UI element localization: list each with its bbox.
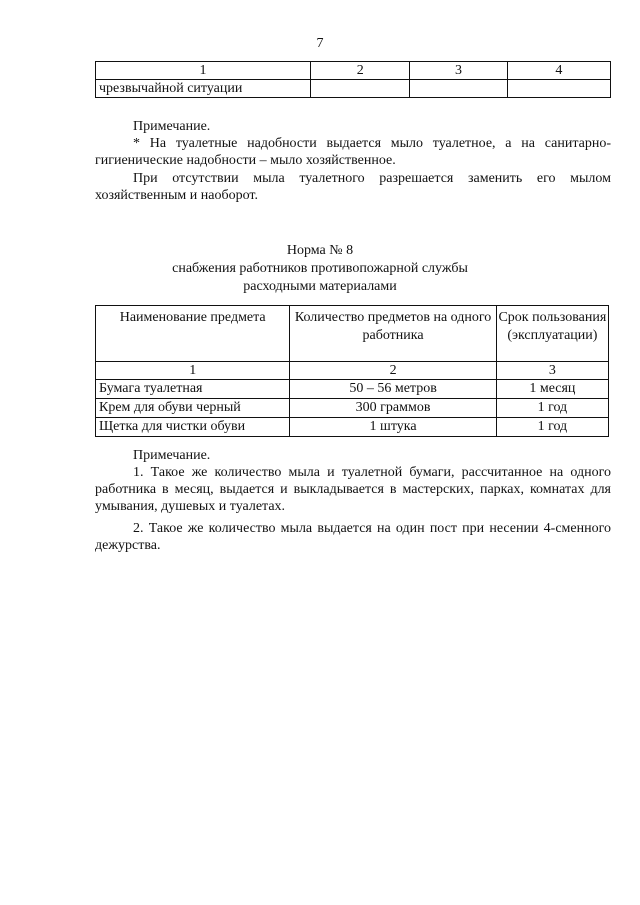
table-row [96,62,611,80]
note-paragraph: 1. Такое же количество мыла и туалетной бумаги, рассчитанное на одного работника в месяц, выдается и выкладывается в мастерских, парках, комнатах для умывания, душевых и туалетах. [95,465,611,514]
item-term-cell: 1 год [496,399,608,418]
row-label-cell: чрезвычайной ситуации [96,80,311,98]
note-heading: Примечание. [133,448,211,463]
table-row [96,80,611,98]
norm-subtitle: расходными материалами [243,279,397,294]
continuation-table [95,61,611,98]
item-term-cell: 1 год [496,418,608,437]
note-paragraph: 2. Такое же количество мыла выдается на один пост при несении 4-сменного дежурства. [95,521,611,553]
note-heading: Примечание. [133,119,211,134]
empty-cell [311,80,410,98]
table-row [96,380,609,399]
item-term-cell: 1 месяц [496,380,608,399]
column-number-cell: 1 [96,362,290,380]
column-number-cell: 2 [290,362,496,380]
item-name-cell: Крем для обуви черный [96,399,290,418]
table-row [96,418,609,437]
empty-cell [410,80,507,98]
item-quantity-cell: 300 граммов [290,399,496,418]
norm-table [95,305,609,437]
page-number: 7 [316,36,324,51]
item-quantity-cell: 1 штука [290,418,496,437]
column-number-row [96,362,609,380]
column-header: Наименование предмета [96,306,290,362]
table-row [96,399,609,418]
norm-title: Норма № 8 [286,243,354,258]
column-number-cell: 2 [311,62,410,80]
empty-cell [507,80,610,98]
note-paragraph: При отсутствии мыла туалетного разрешается заменить его мылом хозяйственным и наоборот. [95,171,611,203]
item-quantity-cell: 50 – 56 метров [290,380,496,399]
column-number-cell: 3 [410,62,507,80]
note-paragraph: * На туалетные надобности выдается мыло туалетное, а на санитарно-гигиенические надобности – мыло хозяйственное. [95,136,611,168]
table-header-row [96,306,609,362]
column-number-cell: 4 [507,62,610,80]
item-name-cell: Бумага туалетная [96,380,290,399]
norm-subtitle: снабжения работников противопожарной службы [172,261,468,276]
column-header: Количество предметов на одного работника [290,306,496,362]
column-number-cell: 1 [96,62,311,80]
column-header: Срок пользования (эксплуатации) [496,306,608,362]
item-name-cell: Щетка для чистки обуви [96,418,290,437]
column-number-cell: 3 [496,362,608,380]
